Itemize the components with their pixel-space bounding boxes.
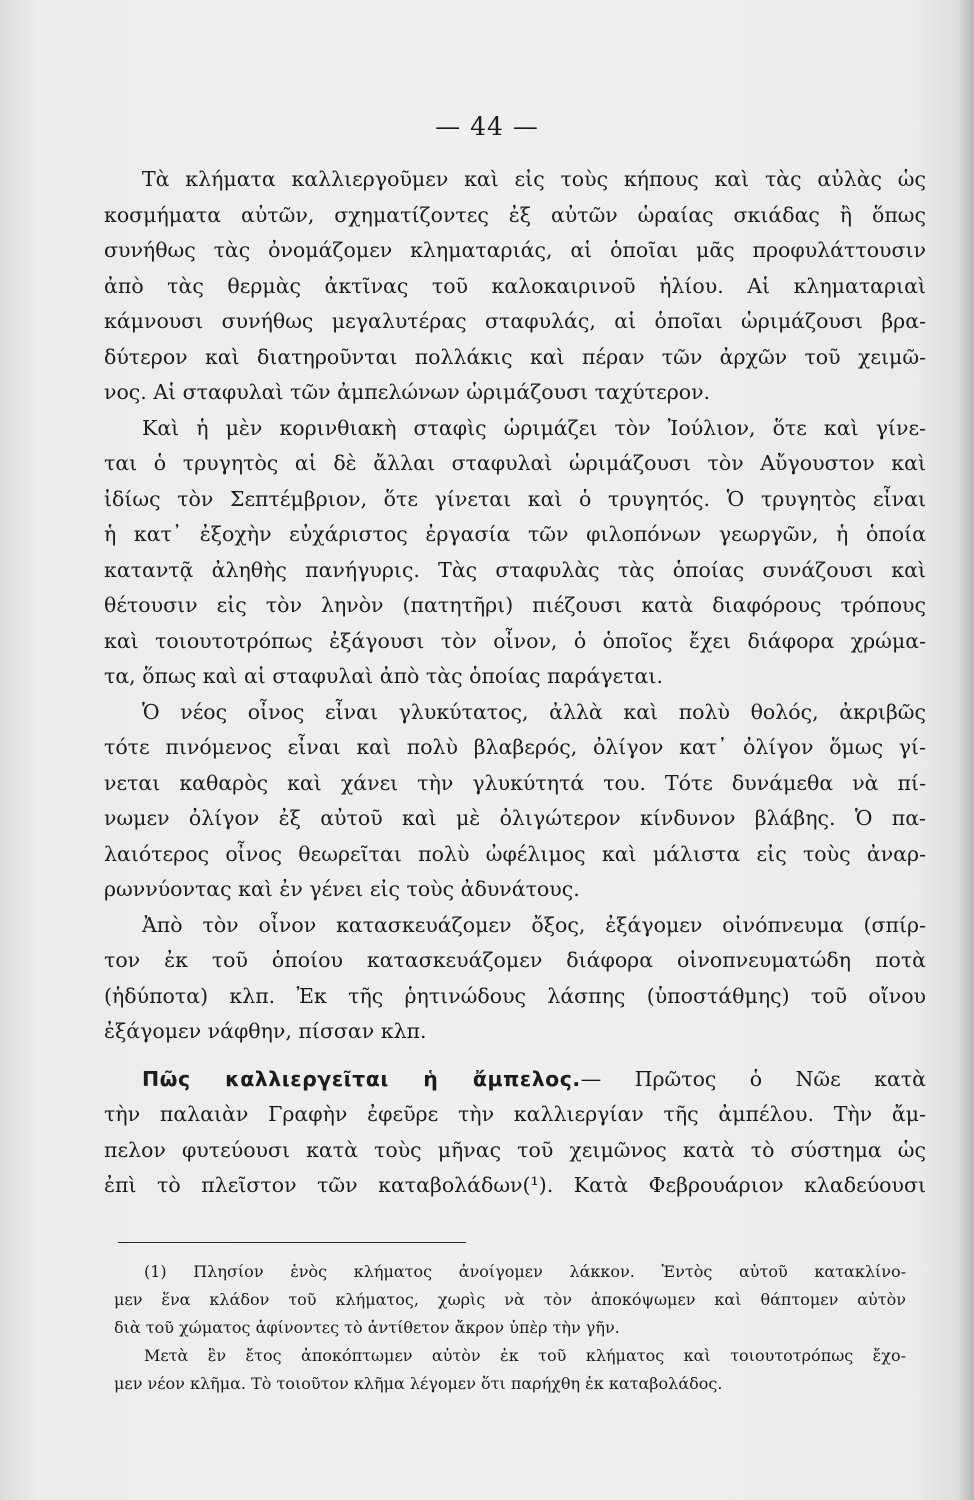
text-line: νωμεν ὀλίγον ἐξ αὐτοῦ καὶ μὲ ὀλιγώτερον κίνδυνον βλάβης. Ὁ πα- [104,806,926,830]
footnote-line: μεν νέον κλῆμα. Τὸ τοιοῦτον κλῆμα λέγομεν ὅτι παρήχθη ἐκ καταβολάδος. [114,1374,723,1393]
footnote-line: διὰ τοῦ χώματος ἀφίνοντες τὸ ἀντίθετον ἄκρον ὑπὲρ τὴν γῆν. [114,1318,620,1337]
text-line: ται ὁ τρυγητὸς αἱ δὲ ἄλλαι σταφυλαὶ ὡριμάζουσι τὸν Αὔγουστον καὶ [104,451,926,475]
section-heading: Πῶς καλλιεργεῖται ἡ ἄμπελος. [142,1066,581,1091]
paragraph [104,695,926,908]
text-line: ρωννύοντας καὶ ἐν γένει εἰς τοὺς ἀδυνάτους. [104,877,580,901]
text-line: τα, ὅπως καὶ αἱ σταφυλαὶ ἀπὸ τὰς ὁποίας παράγεται. [104,664,663,688]
section-first-line [104,1062,926,1098]
text-line: ἡ κατ᾿ ἐξοχὴν εὐχάριστος ἐργασία τῶν φιλοπόνων γεωργῶν, ἡ ὁποία [104,522,926,546]
paragraph [104,162,926,411]
paragraph [104,411,926,695]
footnote-line: Μετὰ ἓν ἔτος ἀποκόπτωμεν αὐτὸν ἐκ τοῦ κλήματος καὶ τοιουτοτρόπως ἔχο- [144,1346,906,1365]
footnote-line: (1) Πλησίον ἑνὸς κλήματος ἀνοίγομεν λάκκον. Ἐντὸς αὐτοῦ κατακλίνο- [144,1262,906,1281]
footnote-divider [118,1242,466,1243]
footnote-line: μεν ἕνα κλάδον τοῦ κλήματος, χωρὶς νὰ τὸν ἀποκόψωμεν καὶ θάπτομεν αὐτὸν [114,1290,906,1309]
text-line: Ὁ νέος οἶνος εἶναι γλυκύτατος, ἀλλὰ καὶ πολὺ θολός, ἀκριβῶς [142,699,926,724]
text-line: νος. Αἱ σταφυλαὶ τῶν ἀμπελώνων ὡριμάζουσι ταχύτερον. [104,380,711,404]
section-first-line-text: — Πρῶτος ὁ Νῶε κατὰ [580,1066,926,1091]
footnotes [114,1258,906,1398]
text-line: τότε πινόμενος εἶναι καὶ πολὺ βλαβερός, ὀλίγον κατ᾿ ὀλίγον ὅμως γί- [104,735,926,759]
text-line: κάμνουσι συνήθως μεγαλυτέρας σταφυλάς, αἱ ὁποῖαι ὡριμάζουσι βρα- [104,309,926,333]
body-text [104,162,926,1204]
text-line: ἀπὸ τὰς θερμὰς ἀκτῖνας τοῦ καλοκαιρινοῦ ἡλίου. Αἱ κληματαριαὶ [104,273,926,298]
text-line: Τὰ κλήματα καλλιεργοῦμεν καὶ εἰς τοὺς κήπους καὶ τὰς αὐλὰς ὡς [142,167,926,191]
text-line: (ἡδύποτα) κλπ. Ἐκ τῆς ῥητινώδους λάσπης (ὑποστάθμης) τοῦ οἴνου [104,983,926,1008]
text-line: ἰδίως τὸν Σεπτέμβριον, ὅτε γίνεται καὶ ὁ τρυγητός. Ὁ τρυγητὸς εἶναι [104,486,926,511]
text-line: καὶ τοιουτοτρόπως ἐξάγουσι τὸν οἶνον, ὁ ὁποῖος ἔχει διάφορα χρώμα- [104,628,926,653]
text-line: ἐξάγομεν νάφθην, πίσσαν κλπ. [104,1019,427,1043]
text-line: καταντᾷ ἀληθὴς πανήγυρις. Τὰς σταφυλὰς τὰς ὁποίας συνάζουσι καὶ [104,557,926,582]
text-line: πελον φυτεύουσι κατὰ τοὺς μῆνας τοῦ χειμῶνος κατὰ τὸ σύστημα ὡς [104,1137,926,1162]
text-line: τὴν παλαιὰν Γραφὴν ἐφεῦρε τὴν καλλιεργίαν τῆς ἀμπέλου. Τὴν ἄμ- [104,1102,926,1126]
section [104,1062,926,1204]
text-line: νεται καθαρὸς καὶ χάνει τὴν γλυκύτητά του. Τότε δυνάμεθα νὰ πί- [104,770,926,795]
text-line: θέτουσιν εἰς τὸν ληνὸν (πατητῆρι) πιέζουσι κατὰ διαφόρους τρόπους [104,593,926,617]
page-number: — 44 — [435,112,539,141]
text-line: τον ἐκ τοῦ ὁποίου κατασκευάζομεν διάφορα οἰνοπνευματώδη ποτὰ [104,948,926,972]
text-line: συνήθως τὰς ὀνομάζομεν κληματαριάς, αἱ ὁποῖαι μᾶς προφυλάττουσιν [104,238,926,262]
text-line: λαιότερος οἶνος θεωρεῖται πολὺ ὠφέλιμος καὶ μάλιστα εἰς τοὺς ἀναρ- [104,841,926,866]
paragraph [104,908,926,1050]
page-spine-shadow [960,0,974,1500]
text-line: κοσμήματα αὐτῶν, σχηματίζοντες ἐξ αὐτῶν ὡραίας σκιάδας ἢ ὅπως [104,202,926,227]
text-line: Ἀπὸ τὸν οἶνον κατασκευάζομεν ὄξος, ἐξάγομεν οἰνόπνευμα (σπίρ- [142,912,926,937]
text-line: Καὶ ἡ μὲν κορινθιακὴ σταφὶς ὡριμάζει τὸν Ἰούλιον, ὅτε καὶ γίνε- [142,415,926,440]
text-line: δύτερον καὶ διατηροῦνται πολλάκις καὶ πέραν τῶν ἀρχῶν τοῦ χειμῶ- [104,344,926,369]
text-line: ἐπὶ τὸ πλεῖστον τῶν καταβολάδων(¹). Κατὰ Φεβρουάριον κλαδεύουσι [104,1173,926,1197]
